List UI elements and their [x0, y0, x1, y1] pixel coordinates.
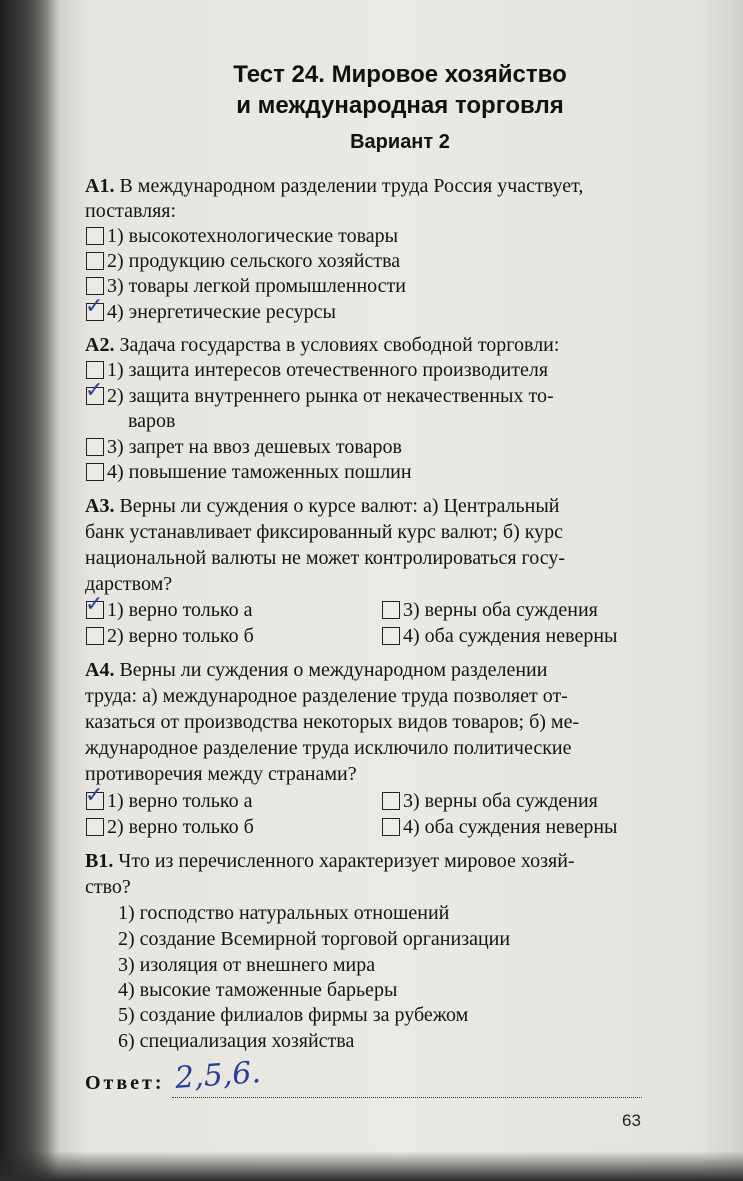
b1-item-1: 1) господство натуральных отношений [118, 902, 450, 924]
question-b1-line1 [85, 849, 575, 873]
a2-option-2[interactable] [85, 378, 554, 408]
checkmark-icon: ✓ [85, 592, 104, 617]
checkmark-icon: ✓ [85, 294, 104, 319]
page-title-line2: и международная торговля [236, 92, 564, 119]
b1-item-4: 4) высокие таможенные барьеры [118, 979, 398, 1001]
question-a1-line1 [85, 174, 583, 198]
question-a3-line2: банк устанавливает фиксированный курс валют; б) курс [85, 521, 564, 543]
question-a3-number: А3. [85, 495, 115, 517]
checkbox-checked[interactable] [85, 294, 104, 321]
option-label: 3) запрет на ввоз дешевых товаров [107, 436, 402, 458]
question-a4-line5: противоречия между странами? [85, 763, 357, 785]
question-a4-number: А4. [85, 659, 115, 681]
a3-option-2[interactable] [86, 624, 254, 648]
checkbox[interactable] [382, 818, 400, 836]
checkbox[interactable] [86, 463, 104, 481]
checkbox[interactable] [86, 227, 104, 245]
a1-option-1[interactable] [86, 224, 398, 248]
b1-item-2: 2) создание Всемирной торговой организации [118, 928, 511, 950]
checkbox[interactable] [382, 627, 400, 645]
variant-heading: Вариант 2 [350, 131, 450, 153]
a3-option-3[interactable] [382, 598, 598, 622]
option-label: 2) защита внутреннего рынка от некачественных то- [107, 385, 554, 407]
b1-item-3: 3) изоляция от внешнего мира [118, 954, 376, 976]
a1-option-3[interactable] [86, 274, 406, 298]
question-a3-text: Верны ли суждения о курсе валют: а) Центральный [119, 495, 560, 517]
a4-option-3[interactable] [382, 789, 598, 813]
a2-option-3[interactable] [86, 435, 402, 459]
question-a4-line3: казаться от производства некоторых видов товаров; б) ме- [85, 711, 580, 733]
option-label: 4) оба суждения неверны [403, 625, 618, 647]
question-b1-text: Что из перечисленного характеризует мировое хозяй- [118, 850, 575, 872]
question-b1-number: В1. [85, 850, 114, 872]
a4-option-2[interactable] [86, 815, 254, 839]
a4-option-1[interactable] [85, 783, 253, 813]
checkbox[interactable] [86, 361, 104, 379]
checkbox-checked[interactable] [85, 378, 104, 405]
book-gutter-shadow [0, 0, 60, 1181]
option-label: 2) продукцию сельского хозяйства [107, 250, 401, 272]
option-label: 2) верно только б [107, 816, 254, 838]
checkmark-icon: ✓ [85, 783, 104, 808]
a3-option-4[interactable] [382, 624, 617, 648]
checkbox-checked[interactable] [85, 592, 104, 619]
question-a2-number: А2. [85, 334, 115, 356]
a1-option-2[interactable] [86, 249, 400, 273]
question-a4-line4: ждународное разделение труда исключило политические [85, 737, 572, 759]
question-a1-number: А1. [85, 175, 115, 197]
question-a1-line2: поставляя: [85, 200, 177, 222]
bottom-shadow [0, 1151, 743, 1181]
checkbox[interactable] [382, 601, 400, 619]
question-a1-text: В международном разделении труда Россия участвует, [119, 175, 584, 197]
question-a2-text: Задача государства в условиях свободной торговли: [119, 334, 560, 356]
question-a4-line2: труда: а) международное разделение труда позволяет от- [85, 685, 568, 707]
b1-item-6: 6) специализация хозяйства [118, 1030, 355, 1052]
option-label: 3) верны оба суждения [403, 790, 598, 812]
answer-label: Ответ: [85, 1072, 165, 1094]
option-label: 1) защита интересов отечественного производителя [107, 359, 549, 381]
option-label: 2) верно только б [107, 625, 254, 647]
checkbox[interactable] [86, 252, 104, 270]
a4-option-4[interactable] [382, 815, 617, 839]
question-a4-line1 [85, 658, 547, 682]
answer-handwritten[interactable]: 2,5,6. [173, 1055, 262, 1096]
question-b1-line2: ство? [85, 876, 131, 898]
option-label: 4) энергетические ресурсы [107, 301, 336, 323]
a1-option-4[interactable] [85, 294, 336, 324]
checkbox-checked[interactable] [85, 783, 104, 810]
question-a3-line4: дарством? [85, 573, 173, 595]
option-label: 1) верно только а [107, 790, 253, 812]
page-title-line1: Тест 24. Мировое хозяйство [233, 61, 567, 88]
checkbox[interactable] [86, 627, 104, 645]
option-label: 4) повышение таможенных пошлин [107, 461, 412, 483]
checkbox[interactable] [86, 818, 104, 836]
b1-item-5: 5) создание филиалов фирмы за рубежом [118, 1004, 469, 1026]
checkmark-icon: ✓ [85, 378, 104, 403]
a2-option-4[interactable] [86, 460, 412, 484]
a2-option-2-continuation: варов [128, 410, 176, 432]
option-label: 3) товары легкой промышленности [107, 275, 406, 297]
question-a4-text: Верны ли суждения о международном разделении [119, 659, 548, 681]
checkbox[interactable] [86, 277, 104, 295]
option-label: 4) оба суждения неверны [403, 816, 618, 838]
option-label: 3) верны оба суждения [403, 599, 598, 621]
question-a2-line1 [85, 333, 559, 357]
a3-option-1[interactable] [85, 592, 253, 622]
checkbox[interactable] [382, 792, 400, 810]
page-number: 63 [622, 1111, 641, 1130]
option-label: 1) высокотехнологические товары [107, 225, 399, 247]
answer-line [172, 1097, 642, 1098]
a2-option-1[interactable] [86, 358, 548, 382]
option-label: 1) верно только а [107, 599, 253, 621]
checkbox[interactable] [86, 438, 104, 456]
question-a3-line1 [85, 494, 559, 518]
question-a3-line3: национальной валюты не может контролироваться госу- [85, 547, 565, 569]
